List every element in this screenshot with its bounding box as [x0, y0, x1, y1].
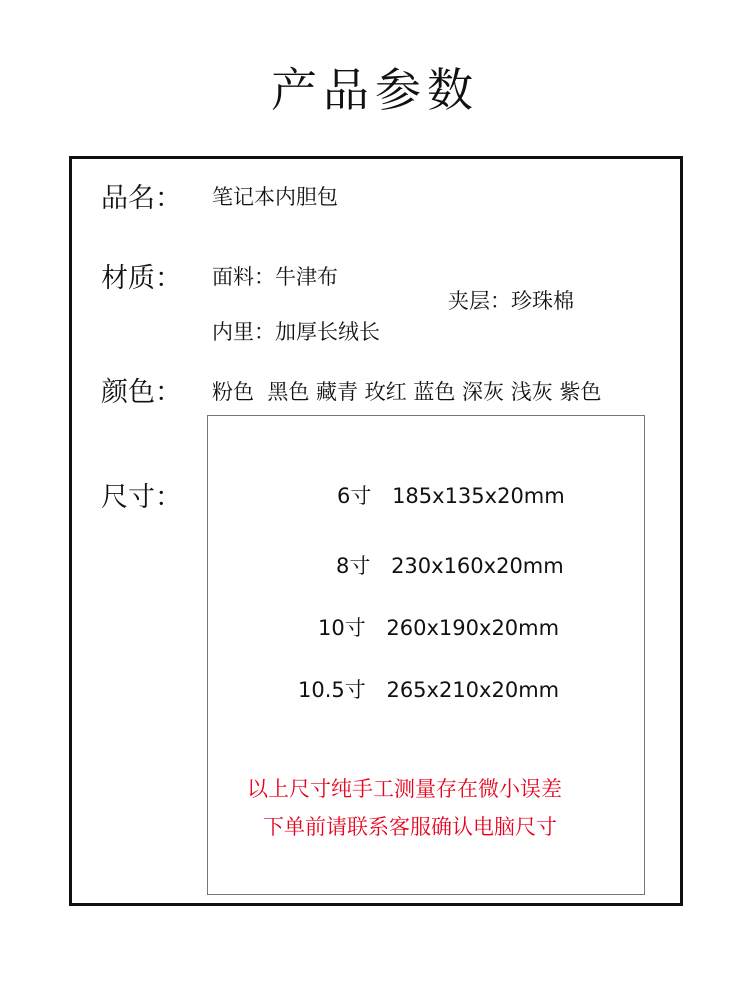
- size-row: [337, 480, 565, 510]
- size-dims: 185x135x20mm: [392, 484, 565, 508]
- page-title: 产品参数: [271, 63, 479, 117]
- material-label: 材质：: [101, 263, 182, 294]
- material-interlayer: 夹层：珍珠棉: [448, 289, 574, 313]
- size-dims: 230x160x20mm: [391, 554, 564, 578]
- color-value: 粉色 黑色 藏青 玫红 蓝色 深灰 浅灰 紫色: [212, 380, 602, 404]
- color-label: 颜色：: [101, 377, 182, 408]
- size-inch: 10.5寸: [298, 678, 366, 702]
- name-label: 品名：: [101, 183, 182, 214]
- size-dims: 265x210x20mm: [386, 678, 560, 702]
- size-row: [336, 550, 564, 580]
- size-row: [318, 612, 559, 642]
- note-line-1: 以上尺寸纯手工测量存在微小误差: [247, 777, 562, 801]
- size-label: 尺寸：: [101, 482, 182, 513]
- size-inch: 10寸: [318, 616, 366, 640]
- material-fabric: 面料：牛津布: [212, 265, 338, 289]
- note-line-2: 下单前请联系客服确认电脑尺寸: [263, 815, 557, 839]
- size-dims: 260x190x20mm: [386, 616, 560, 640]
- material-lining: 内里：加厚长绒长: [212, 320, 380, 344]
- size-inch: 8寸: [336, 554, 371, 578]
- name-value: 笔记本内胆包: [212, 185, 338, 209]
- size-inch: 6寸: [337, 484, 372, 508]
- size-row: [298, 674, 559, 704]
